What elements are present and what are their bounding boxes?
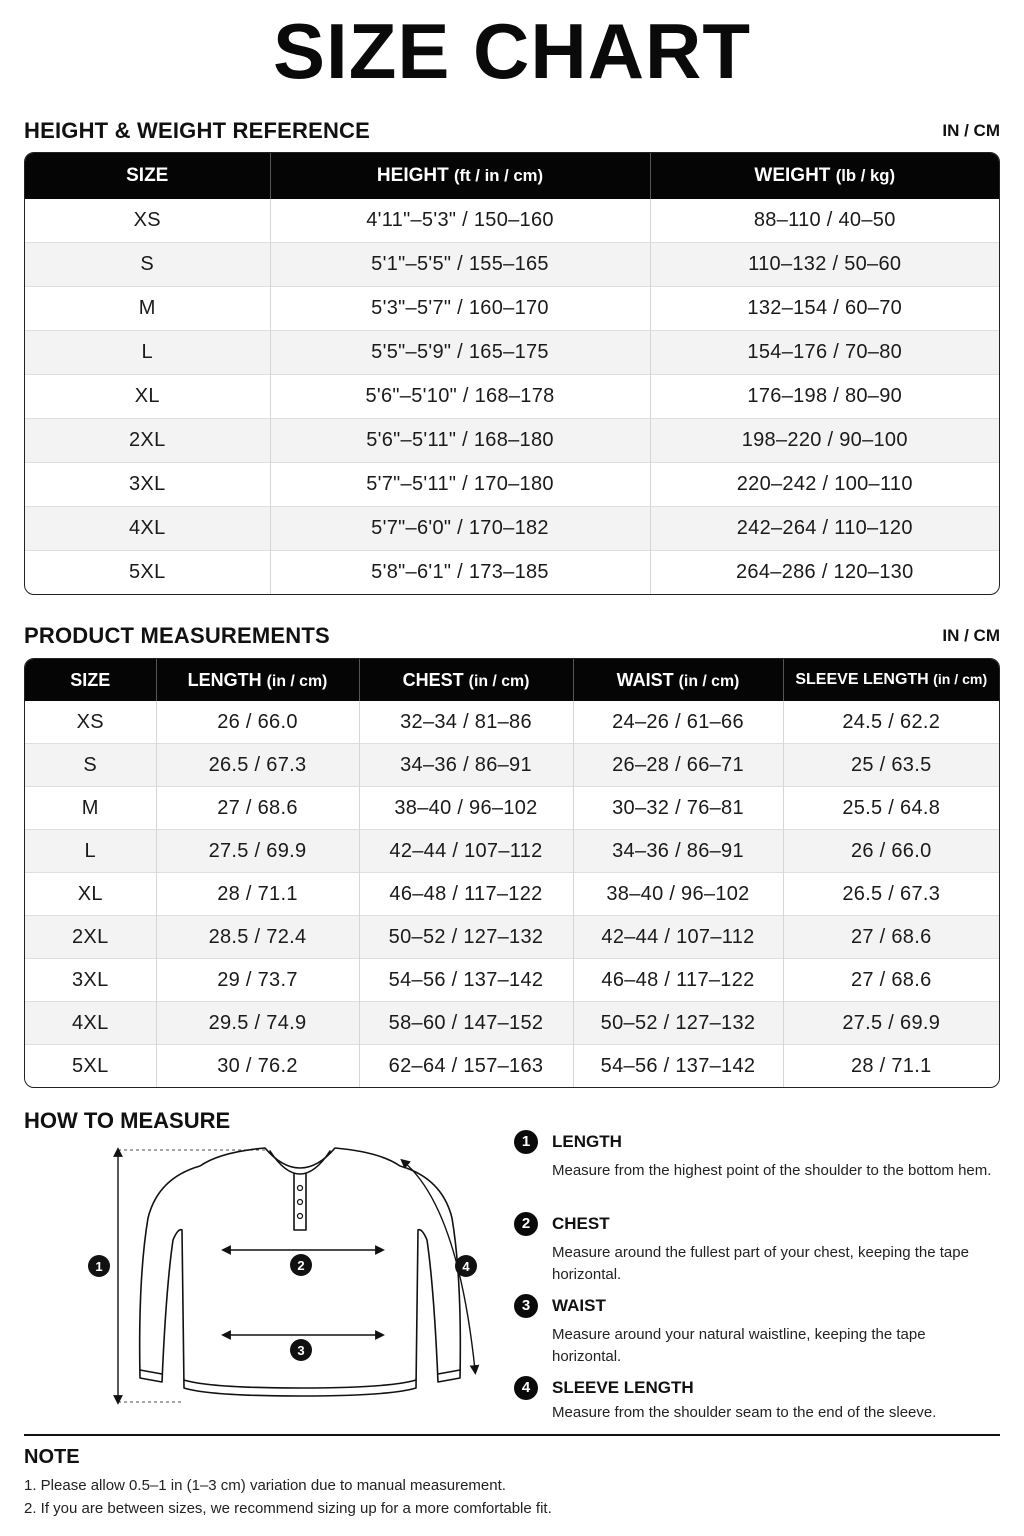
hw-header-cell — [650, 153, 999, 199]
value-cell: 5'6"–5'10" / 168–178 — [270, 375, 650, 419]
size-cell: 5XL — [25, 551, 270, 595]
note-list — [24, 1474, 552, 1520]
value-cell: 220–242 / 100–110 — [650, 463, 999, 507]
table-row — [25, 787, 999, 830]
value-cell: 34–36 / 86–91 — [359, 744, 573, 787]
hw-header-cell — [25, 153, 270, 199]
note-divider — [24, 1434, 1000, 1436]
value-cell: 27 / 68.6 — [783, 959, 999, 1002]
value-cell: 25 / 63.5 — [783, 744, 999, 787]
value-cell: 24.5 / 62.2 — [842, 710, 941, 733]
table-row — [25, 463, 999, 507]
value-cell: 32–34 / 81–86 — [359, 701, 573, 744]
value-cell: 54–56 / 137–142 — [573, 1045, 783, 1088]
step-number-badge: 4 — [514, 1376, 538, 1400]
size-cell: 3XL — [25, 959, 156, 1002]
measure-item-description: Measure from the shoulder seam to the end of the sleeve. — [552, 1404, 937, 1421]
value-cell: 42–44 / 107–112 — [573, 916, 783, 959]
height-weight-header — [24, 116, 1000, 146]
value-cell: 5'7"–6'0" / 170–182 — [270, 507, 650, 551]
value-cell: 62–64 / 157–163 — [359, 1045, 573, 1088]
table-row — [25, 287, 999, 331]
height-weight-unit: IN / CM — [942, 121, 1000, 140]
pm-header-cell — [359, 659, 573, 701]
step-number-badge: 2 — [514, 1212, 538, 1236]
value-cell: 26–28 / 66–71 — [573, 744, 783, 787]
header-unit: (in / cm) — [678, 672, 740, 690]
page-title: SIZE CHART — [273, 7, 751, 95]
header-unit: (lb / kg) — [835, 166, 896, 185]
value-cell: 26.5 / 67.3 — [156, 744, 359, 787]
value-cell: 5'1"–5'5" / 155–165 — [270, 243, 650, 287]
product-unit: IN / CM — [942, 626, 1000, 645]
measure-item-description: Measure around your natural waistline, keeping the tape horizontal. — [552, 1326, 926, 1365]
hw-header-cell — [270, 153, 650, 199]
measure-item-title: CHEST — [552, 1214, 610, 1233]
size-cell: XL — [25, 375, 270, 419]
header-label: WAIST — [616, 669, 674, 690]
header-label: CHEST — [402, 669, 464, 690]
size-cell: 2XL — [25, 916, 156, 959]
measure-item-title: SLEEVE LENGTH — [552, 1378, 694, 1397]
note-item: 1. Please allow 0.5–1 in (1–3 cm) variation due to manual measurement. — [24, 1477, 506, 1494]
header-label: HEIGHT — [376, 165, 449, 186]
value-cell: 242–264 / 110–120 — [650, 507, 999, 551]
value-cell: 5'7"–5'11" / 170–180 — [270, 463, 650, 507]
product-table — [24, 658, 1000, 1088]
value-cell: 25.5 / 64.8 — [783, 787, 999, 830]
pm-header-cell — [156, 659, 359, 701]
measure-item-description: Measure around the fullest part of your chest, keeping the tape horizontal. — [552, 1244, 969, 1283]
size-cell: XS — [25, 701, 156, 744]
table-row — [25, 830, 999, 873]
size-cell: 4XL — [25, 507, 270, 551]
table-row — [25, 1045, 999, 1088]
diagram-marker-2: 2 — [297, 1258, 305, 1273]
value-cell: 50–52 / 127–132 — [573, 1002, 783, 1045]
step-number-badge: 1 — [514, 1130, 538, 1154]
value-cell: 30 / 76.2 — [156, 1045, 359, 1088]
value-cell: 27.5 / 69.9 — [783, 1002, 999, 1045]
product-header — [24, 621, 1000, 651]
how-to-measure-title: HOW TO MEASURE — [24, 1108, 231, 1133]
value-cell: 264–286 / 120–130 — [650, 551, 999, 595]
size-cell: XL — [25, 873, 156, 916]
value-cell: 5'8"–6'1" / 173–185 — [270, 551, 650, 595]
table-row — [25, 331, 999, 375]
pm-header-cell — [25, 659, 156, 701]
pm-header-cell — [783, 659, 999, 701]
size-cell: M — [25, 287, 270, 331]
size-cell: M — [25, 787, 156, 830]
value-cell: 54–56 / 137–142 — [359, 959, 573, 1002]
value-cell: 30–32 / 76–81 — [573, 787, 783, 830]
table-row — [25, 959, 999, 1002]
size-cell: L — [25, 830, 156, 873]
size-cell: XS — [25, 199, 270, 243]
table-row — [25, 419, 999, 463]
header-label: SIZE — [126, 165, 169, 186]
table-row — [25, 1002, 999, 1045]
value-cell: 198–220 / 90–100 — [650, 419, 999, 463]
size-cell: L — [25, 331, 270, 375]
table-row — [25, 701, 999, 744]
value-cell: 154–176 / 70–80 — [650, 331, 999, 375]
diagram-marker-3: 3 — [297, 1343, 305, 1358]
table-row — [25, 199, 999, 243]
value-cell: 5'5"–5'9" / 165–175 — [270, 331, 650, 375]
diagram-marker-1: 1 — [95, 1259, 103, 1274]
value-cell: 29.5 / 74.9 — [156, 1002, 359, 1045]
header-unit: (in / cm) — [468, 672, 530, 690]
table-header-row — [25, 659, 999, 701]
table-row — [25, 243, 999, 287]
header-unit: (in / cm) — [266, 672, 328, 690]
value-cell: 38–40 / 96–102 — [573, 873, 783, 916]
table-row — [25, 873, 999, 916]
height-weight-title: HEIGHT & WEIGHT REFERENCE — [24, 118, 371, 143]
value-cell: 132–154 / 60–70 — [650, 287, 999, 331]
value-cell: 42–44 / 107–112 — [359, 830, 573, 873]
measure-item-description: Measure from the highest point of the shoulder to the bottom hem. — [552, 1162, 992, 1179]
value-cell: 176–198 / 80–90 — [650, 375, 999, 419]
value-cell: 26 / 66.0 — [156, 701, 359, 744]
size-cell: S — [25, 744, 156, 787]
value-cell: 24–26 / 61–66 — [573, 701, 783, 744]
value-cell: 5'6"–5'11" / 168–180 — [270, 419, 650, 463]
value-cell: 46–48 / 117–122 — [573, 959, 783, 1002]
value-cell: 28 / 71.1 — [783, 1045, 999, 1088]
value-cell: 28.5 / 72.4 — [156, 916, 359, 959]
header-unit: (in / cm) — [933, 671, 988, 687]
size-cell: 5XL — [25, 1045, 156, 1088]
table-row — [25, 744, 999, 787]
value-cell: 26.5 / 67.3 — [783, 873, 999, 916]
value-cell: 34–36 / 86–91 — [573, 830, 783, 873]
value-cell: 38–40 / 96–102 — [359, 787, 573, 830]
table-header-row — [25, 153, 999, 199]
value-cell: 27.5 / 69.9 — [156, 830, 359, 873]
header-unit: (ft / in / cm) — [453, 166, 544, 185]
measure-item-title: WAIST — [552, 1296, 606, 1315]
long-sleeve-henley-shirt-icon — [70, 1138, 490, 1418]
value-cell: 110–132 / 50–60 — [650, 243, 999, 287]
size-cell: 3XL — [25, 463, 270, 507]
product-title: PRODUCT MEASUREMENTS — [24, 623, 330, 648]
note-item: 2. If you are between sizes, we recommend sizing up for a more comfortable fit. — [24, 1500, 552, 1517]
value-cell: 88–110 / 40–50 — [753, 209, 896, 231]
value-cell: 58–60 / 147–152 — [359, 1002, 573, 1045]
diagram-marker-4: 4 — [462, 1259, 470, 1274]
table-row — [25, 375, 999, 419]
size-cell: S — [25, 243, 270, 287]
value-cell: 26 / 66.0 — [783, 830, 999, 873]
value-cell: 46–48 / 117–122 — [359, 873, 573, 916]
pm-header-cell — [573, 659, 783, 701]
value-cell: 28 / 71.1 — [156, 873, 359, 916]
note-title: NOTE — [24, 1446, 80, 1468]
value-cell: 27 / 68.6 — [156, 787, 359, 830]
value-cell: 4'11"–5'3" / 150–160 — [270, 199, 650, 243]
value-cell: 5'3"–5'7" / 160–170 — [270, 287, 650, 331]
header-label: LENGTH — [187, 669, 262, 690]
header-label: SIZE — [70, 669, 111, 690]
value-cell: 50–52 / 127–132 — [359, 916, 573, 959]
height-weight-table — [24, 152, 1000, 595]
table-row — [25, 507, 999, 551]
size-cell: 4XL — [25, 1002, 156, 1045]
header-label: WEIGHT — [754, 165, 831, 186]
header-label: SLEEVE LENGTH — [795, 671, 929, 688]
value-cell: 29 / 73.7 — [156, 959, 359, 1002]
table-row — [25, 551, 999, 595]
value-cell: 27 / 68.6 — [783, 916, 999, 959]
step-number-badge: 3 — [514, 1294, 538, 1318]
size-cell: 2XL — [25, 419, 270, 463]
table-row — [25, 916, 999, 959]
measure-item-title: LENGTH — [552, 1132, 622, 1151]
